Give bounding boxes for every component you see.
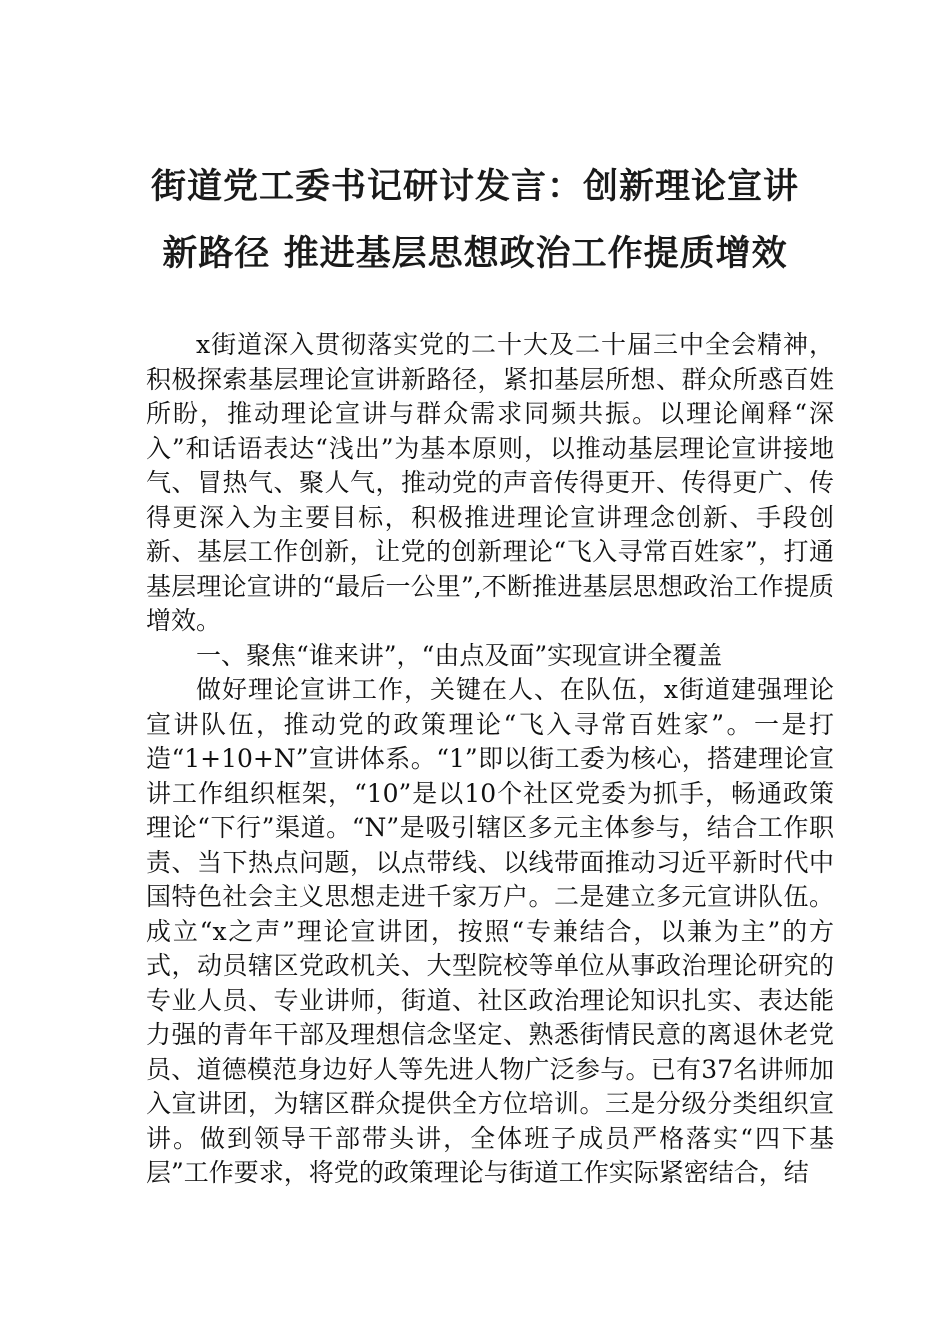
document-body bbox=[146, 328, 834, 1191]
section-1-paragraph: 做好理论宣讲工作，关键在人、在队伍，x街道建强理论宣讲队伍，推动党的政策理论“飞入寻常百姓家”。一是打造“1+10+N”宣讲体系。“1”即以街工委为核心，搭建理论宣讲工作组织框架，“10”是以10个社区党委为抓手，畅通政策理论“下行”渠道。“N”是吸引辖区多元主体参与，结合工作职责、当下热点问题，以点带线、以线带面推动习近平新时代中国特色社会主义思想走进千家万户。二是建立多元宣讲队伍。成立“x之声”理论宣讲团，按照“专兼结合，以兼为主”的方式，动员辖区党政机关、大型院校等单位从事政治理论研究的专业人员、专业讲师，街道、社区政治理论知识扎实、表达能力强的青年干部及理想信念坚定、熟悉街情民意的离退休老党员、道德模范身边好人等先进人物广泛参与。已有37名讲师加入宣讲团，为辖区群众提供全方位培训。三是分级分类组织宣讲。做到领导干部带头讲，全体班子成员严格落实“四下基层”工作要求，将党的政策理论与街道工作实际紧密结合，结 bbox=[146, 675, 834, 1187]
document-title-line-2: 新路径 推进基层思想政治工作提质增效 bbox=[162, 234, 788, 274]
intro-paragraph: x街道深入贯彻落实党的二十大及二十届三中全会精神，积极探索基层理论宣讲新路径，紧扣基层所想、群众所惑百姓所盼，推动理论宣讲与群众需求同频共振。以理论阐释“深入”和话语表达“浅出”为基本原则，以推动基层理论宣讲接地气、冒热气、聚人气，推动党的声音传得更开、传得更广、传得更深入为主要目标，积极推进理论宣讲理念创新、手段创新、基层工作创新，让党的创新理论“飞入寻常百姓家”，打通基层理论宣讲的“最后一公里”,不断推进基层思想政治工作提质增效。 bbox=[146, 330, 834, 635]
section-heading-1: 一、聚焦“谁来讲”，“由点及面”实现宣讲全覆盖 bbox=[196, 640, 723, 670]
document-title-line-1: 街道党工委书记研讨发言：创新理论宣讲 bbox=[150, 167, 799, 207]
